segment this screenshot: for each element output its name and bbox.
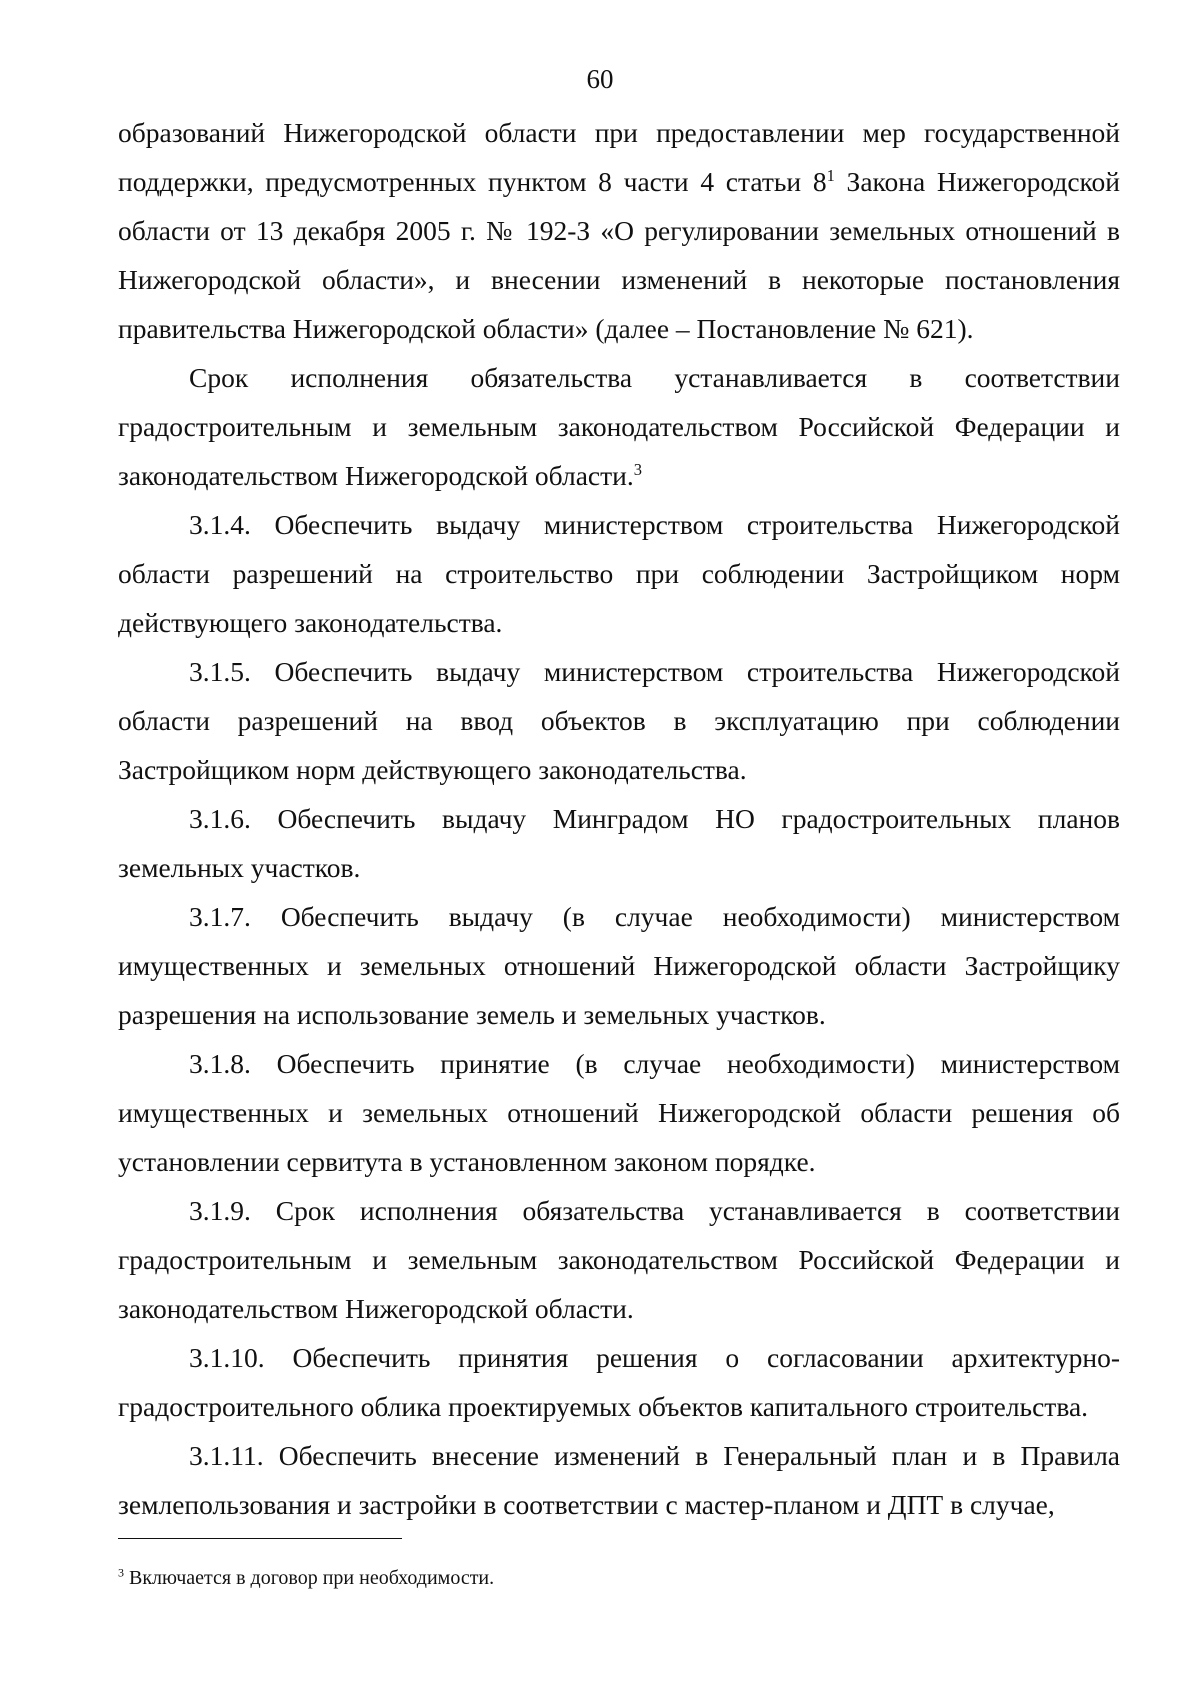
footnote-marker: 3: [118, 1565, 124, 1580]
document-body: [118, 108, 1120, 1529]
paragraph-text: 3.1.4. Обеспечить выдачу министерством строительства Нижегородской области разрешений на строительство при соблюдении Застройщиком норм действующего законодательства.: [118, 509, 1120, 638]
paragraph: [118, 500, 1120, 647]
paragraph: [118, 647, 1120, 794]
paragraph: [118, 108, 1120, 353]
paragraph: [118, 1431, 1120, 1529]
paragraph-text: образований Нижегородской области при предоставлении мер государственной поддержки, предусмотренных пунктом 8 части 4 статьи 8: [118, 117, 1120, 197]
footnote: [118, 1564, 1118, 1592]
footnote-separator: [118, 1538, 402, 1539]
paragraph: [118, 892, 1120, 1039]
footnote-reference: 3: [633, 459, 642, 479]
paragraph-text: 3.1.8. Обеспечить принятие (в случае необходимости) министерством имущественных и земельных отношений Нижегородской области решения об установлении сервитута в установленном законом порядке.: [118, 1048, 1120, 1177]
paragraph-text: Закона Нижегородской области от 13 декабря 2005 г. № 192-З «О регулировании земельных отношений в Нижегородской области», и внесении изменений в некоторые постановления правительства Нижегородской области» (далее – Постановление № 621).: [118, 166, 1120, 344]
page-number: 60: [586, 64, 614, 94]
paragraph: [118, 1186, 1120, 1333]
footnote-text: Включается в договор при необходимости.: [124, 1567, 495, 1589]
paragraph-text: 3.1.9. Срок исполнения обязательства устанавливается в соответствии градостроительным и земельным законодательством Российской Федерации и законодательством Нижегородской области.: [118, 1195, 1120, 1324]
paragraph-text: 3.1.7. Обеспечить выдачу (в случае необходимости) министерством имущественных и земельных отношений Нижегородской области Застройщику разрешения на использование земель и земельных участков.: [118, 901, 1120, 1030]
paragraph: [118, 1333, 1120, 1431]
paragraph-text: 3.1.10. Обеспечить принятия решения о согласовании архитектурно-градостроительного облика проектируемых объектов капитального строительства.: [118, 1342, 1120, 1422]
paragraph: [118, 1039, 1120, 1186]
paragraph-text: 3.1.6. Обеспечить выдачу Минградом НО градостроительных планов земельных участков.: [118, 803, 1120, 883]
paragraph: [118, 794, 1120, 892]
paragraph-text: Срок исполнения обязательства устанавливается в соответствии градостроительным и земельным законодательством Российской Федерации и законодательством Нижегородской области.: [118, 362, 1120, 491]
paragraph-text: 3.1.5. Обеспечить выдачу министерством строительства Нижегородской области разрешений на ввод объектов в эксплуатацию при соблюдении Застройщиком норм действующего законодательства.: [118, 656, 1120, 785]
footnote-reference: 1: [826, 165, 835, 185]
paragraph-text: 3.1.11. Обеспечить внесение изменений в Генеральный план и в Правила землепользования и застройки в соответствии с мастер-планом и ДПТ в случае,: [118, 1440, 1120, 1520]
paragraph: [118, 353, 1120, 500]
